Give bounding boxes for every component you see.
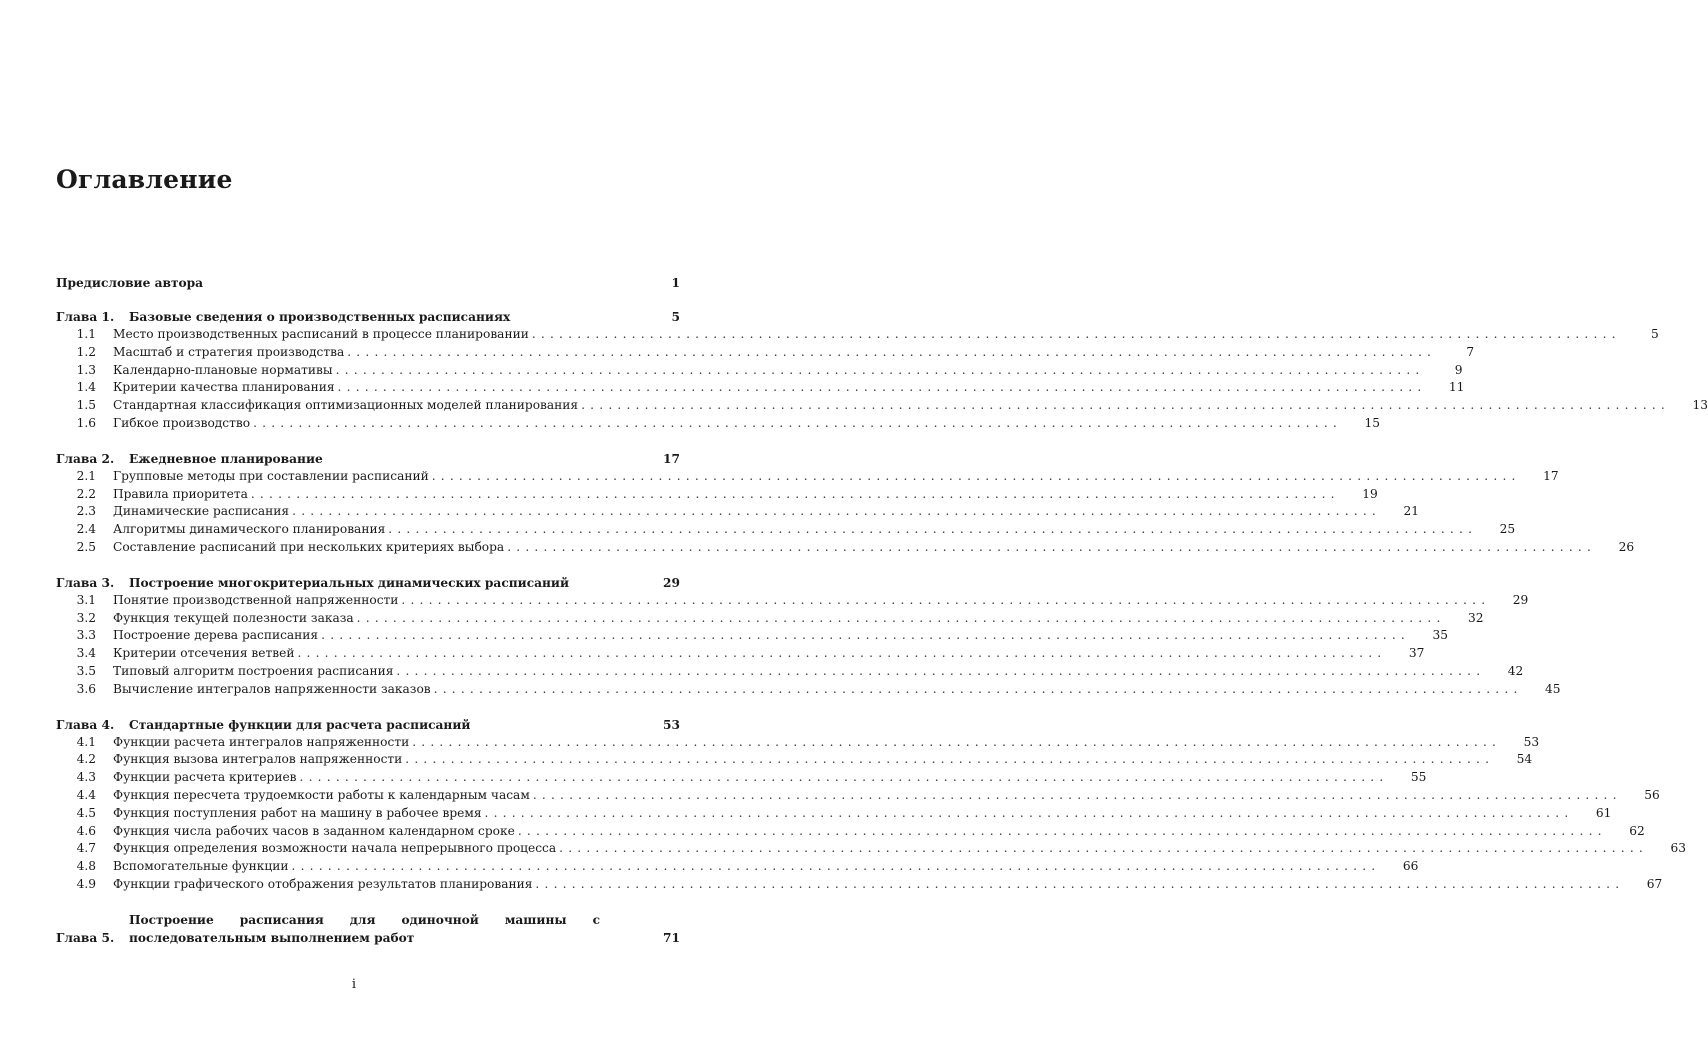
section-entry[interactable] — [56, 787, 1660, 805]
section-page: 56 — [1644, 787, 1660, 802]
dot-leader: ........................................................................................................................ — [337, 380, 1427, 395]
chapter-heading[interactable] — [56, 911, 680, 947]
chapter-page: 53 — [663, 717, 680, 732]
table-of-contents — [56, 274, 1708, 964]
section-title: Календарно-плановые нормативы — [113, 362, 333, 377]
dot-leader: ........................................................................................................................ — [581, 398, 1670, 413]
section-entry[interactable] — [56, 362, 1463, 380]
toc-chapter — [56, 716, 1687, 894]
section-number: 3.1 — [76, 592, 96, 607]
section-number: 2.3 — [76, 504, 96, 519]
section-title: Стандартная классификация оптимизационных моделей планирования — [113, 398, 579, 413]
section-title: Функция пересчета трудоемкости работы к календарным часам — [113, 787, 530, 802]
section-number: 2.5 — [76, 539, 96, 554]
page-number: i — [351, 977, 357, 992]
dot-leader: ........................................................................................................................ — [356, 610, 1446, 625]
section-title: Составление расписаний при нескольких критериях выбора — [113, 539, 505, 554]
dot-leader: ........................................................................................................................ — [431, 468, 1521, 483]
section-title: Критерии качества планирования — [113, 380, 335, 395]
section-title: Построение дерева расписания — [113, 628, 319, 643]
section-number: 4.2 — [76, 752, 96, 767]
section-page: 26 — [1618, 539, 1635, 554]
dot-leader: ........................................................................................................................ — [299, 770, 1389, 785]
section-number: 4.6 — [76, 823, 96, 838]
dot-leader: ........................................................................................................................ — [412, 734, 1502, 749]
dot-leader: ........................................................................................................................ — [532, 787, 1622, 802]
chapter-page: 29 — [663, 575, 680, 590]
dot-leader: ........................................................................................................................ — [517, 823, 1607, 838]
section-page: 15 — [1364, 415, 1380, 430]
chapter-heading[interactable] — [56, 716, 680, 734]
section-title: Правила приоритета — [113, 486, 248, 501]
section-entry[interactable] — [56, 503, 1420, 521]
section-page: 9 — [1454, 362, 1463, 377]
section-number: 2.1 — [76, 468, 96, 483]
chapter-heading[interactable] — [56, 308, 680, 326]
toc-chapter — [56, 574, 1561, 699]
section-entry[interactable] — [56, 415, 1380, 433]
dot-leader: ........................................................................................................................ — [250, 486, 1340, 501]
toc-chapter — [56, 450, 1635, 557]
section-entry[interactable] — [56, 521, 1516, 539]
chapter-number: Глава 3. — [56, 575, 115, 590]
section-title: Масштаб и стратегия производства — [113, 344, 345, 359]
section-entry[interactable] — [56, 823, 1645, 841]
section-title: Функция числа рабочих часов в заданном календарном сроке — [113, 823, 515, 838]
toc-chapters — [56, 308, 1708, 947]
section-page: 37 — [1408, 646, 1425, 661]
section-number: 3.5 — [76, 663, 96, 678]
chapter-title: Ежедневное планирование — [129, 451, 323, 466]
section-entry[interactable] — [56, 858, 1419, 876]
section-entry[interactable] — [56, 468, 1559, 486]
section-page: 19 — [1362, 486, 1378, 501]
section-number: 4.5 — [76, 805, 96, 820]
dot-leader: ........................................................................................................................ — [401, 592, 1491, 607]
section-number: 2.4 — [76, 522, 96, 537]
chapter-page: 17 — [663, 451, 680, 466]
dot-leader: ........................................................................................................................ — [388, 522, 1478, 537]
section-page: 35 — [1432, 628, 1449, 643]
dot-leader: ........................................................................................................................ — [484, 805, 1574, 820]
chapter-heading[interactable] — [56, 574, 680, 592]
section-page: 42 — [1507, 663, 1524, 678]
section-entry[interactable] — [56, 876, 1663, 894]
section-page: 45 — [1545, 681, 1561, 696]
section-title: Место производственных расписаний в процессе планировании — [113, 327, 529, 341]
section-title: Понятие производственной напряженности — [113, 592, 399, 607]
section-title: Функции расчета интегралов напряженности — [113, 734, 410, 749]
section-page: 29 — [1512, 592, 1529, 607]
section-number: 4.3 — [76, 770, 96, 785]
section-page: 5 — [1650, 327, 1659, 341]
dot-leader: ........................................................................................................................ — [297, 646, 1387, 661]
section-title: Вспомогательные функции — [113, 859, 289, 874]
section-number: 1.5 — [76, 398, 96, 413]
dot-leader: ........................................................................................................................ — [433, 681, 1523, 696]
section-number: 4.8 — [76, 859, 96, 874]
section-page: 62 — [1629, 823, 1645, 838]
section-title: Гибкое производство — [113, 415, 251, 430]
section-entry[interactable] — [56, 805, 1612, 823]
chapter-number: Глава 4. — [56, 717, 115, 732]
section-number: 1.1 — [76, 327, 96, 341]
section-page: 63 — [1670, 841, 1687, 856]
dot-leader: ........................................................................................................................ — [321, 628, 1411, 643]
section-number: 1.3 — [76, 362, 96, 377]
section-title: Функция вызова интегралов напряженности — [113, 752, 403, 767]
section-entry[interactable] — [56, 681, 1561, 699]
section-entry[interactable] — [56, 663, 1524, 681]
toc-chapter — [56, 911, 680, 947]
dot-leader: ........................................................................................................................ — [559, 841, 1649, 856]
section-page: 17 — [1543, 468, 1559, 483]
section-page: 55 — [1410, 770, 1427, 785]
section-page: 7 — [1466, 344, 1475, 359]
chapter-number: Глава 5. — [56, 930, 115, 945]
section-number: 1.2 — [76, 344, 96, 359]
section-page: 67 — [1646, 876, 1663, 891]
preface-title: Предисловие автора — [56, 276, 204, 290]
section-title: Типовый алгоритм построения расписания — [113, 663, 394, 678]
preface-page: 1 — [671, 276, 680, 290]
section-entry[interactable] — [56, 486, 1378, 504]
section-entry[interactable] — [56, 751, 1533, 769]
toc-chapter — [56, 308, 1708, 433]
section-entry[interactable] — [56, 769, 1427, 787]
section-number: 4.1 — [76, 734, 96, 749]
dot-leader: ........................................................................................................................ — [292, 504, 1382, 519]
dot-leader: ........................................................................................................................ — [335, 362, 1425, 377]
section-entry[interactable] — [56, 344, 1475, 362]
chapter-title: Построение расписания для одиночной машины с последовательным выполнением работ — [129, 912, 600, 945]
section-entry[interactable] — [56, 379, 1465, 397]
section-title: Вычисление интегралов напряженности заказов — [113, 681, 431, 696]
section-entry[interactable] — [56, 627, 1449, 645]
chapter-heading[interactable] — [56, 450, 680, 468]
section-page: 21 — [1403, 504, 1420, 519]
section-title: Алгоритмы динамического планирования — [113, 522, 386, 537]
section-number: 4.4 — [76, 787, 96, 802]
chapter-title: Базовые сведения о производственных расписаниях — [129, 310, 511, 324]
chapter-title: Построение многокритериальных динамических расписаний — [129, 575, 570, 590]
section-entry[interactable] — [56, 840, 1687, 858]
section-entry[interactable] — [56, 397, 1708, 415]
dot-leader: ........................................................................................................................ — [507, 539, 1597, 554]
section-title: Функция определения возможности начала непрерывного процесса — [113, 841, 557, 856]
section-number: 2.2 — [76, 486, 96, 501]
section-number: 3.4 — [76, 646, 96, 661]
section-entry[interactable] — [56, 645, 1425, 663]
dot-leader: ........................................................................................................................ — [253, 415, 1342, 430]
section-number: 3.6 — [76, 681, 96, 696]
section-number: 3.3 — [76, 628, 96, 643]
section-title: Групповые методы при составлении расписаний — [113, 468, 429, 483]
chapter-page: 71 — [663, 930, 680, 945]
section-number: 4.7 — [76, 841, 96, 856]
section-page: 11 — [1448, 380, 1465, 395]
chapter-page: 5 — [671, 310, 680, 324]
section-number: 1.6 — [76, 415, 96, 430]
section-page: 25 — [1499, 522, 1516, 537]
section-title: Функция поступления работ на машину в рабочее время — [113, 805, 482, 820]
section-title: Функции графического отображения результатов планирования — [113, 876, 533, 891]
section-entry[interactable] — [56, 539, 1635, 557]
dot-leader: ........................................................................................................................ — [291, 859, 1381, 874]
chapter-number: Глава 1. — [56, 310, 115, 324]
section-page: 54 — [1516, 752, 1533, 767]
section-title: Функции расчета критериев — [113, 770, 297, 785]
section-entry[interactable] — [56, 734, 1540, 752]
section-page: 66 — [1402, 859, 1419, 874]
section-title: Функция текущей полезности заказа — [113, 610, 354, 625]
toc-preface-entry[interactable] — [56, 274, 680, 292]
section-number: 4.9 — [76, 876, 96, 891]
dot-leader: ........................................................................................................................ — [396, 663, 1486, 678]
section-entry[interactable] — [56, 610, 1484, 628]
section-page: 32 — [1468, 610, 1484, 625]
section-page: 13 — [1692, 398, 1708, 413]
section-page: 61 — [1595, 805, 1612, 820]
dot-leader: ........................................................................................................................ — [347, 344, 1437, 359]
section-title: Динамические расписания — [113, 504, 290, 519]
page-title: Оглавление — [56, 165, 233, 194]
chapter-title: Стандартные функции для расчета расписаний — [129, 717, 471, 732]
section-number: 3.2 — [76, 610, 96, 625]
dot-leader: ........................................................................................................................ — [535, 876, 1625, 891]
dot-leader: ........................................................................................................................ — [531, 327, 1621, 341]
chapter-number: Глава 2. — [56, 451, 115, 466]
section-entry[interactable] — [56, 326, 1659, 344]
section-number: 1.4 — [76, 380, 96, 395]
dot-leader: ........................................................................................................................ — [405, 752, 1495, 767]
section-page: 53 — [1523, 734, 1540, 749]
section-entry[interactable] — [56, 592, 1529, 610]
section-title: Критерии отсечения ветвей — [113, 646, 295, 661]
